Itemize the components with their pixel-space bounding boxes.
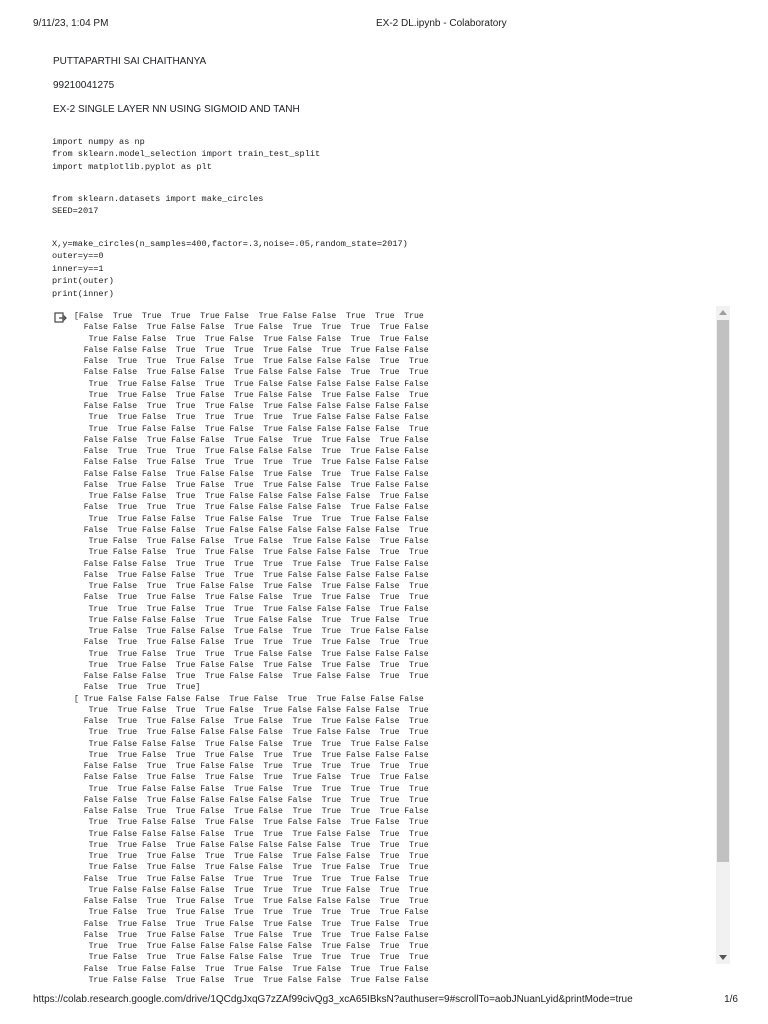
print-datetime: 9/11/23, 1:04 PM bbox=[33, 18, 109, 29]
author-id: 99210041275 bbox=[53, 80, 115, 91]
author-name: PUTTAPARTHI SAI CHAITHANYA bbox=[53, 56, 207, 67]
code-cell-make-circles[interactable]: X,y=make_circles(n_samples=400,factor=.3,noise=.05,random_state=2017) outer=y==0 inner=y==1 print(outer) print(inner) bbox=[52, 239, 408, 299]
output-arrow-icon[interactable] bbox=[54, 312, 68, 324]
scroll-down-arrow-icon[interactable] bbox=[719, 955, 727, 960]
print-url: https://colab.research.google.com/drive/1QCdgJxqG7zZAf99civQg3_xcA65IBksN?authuser=9#scrollTo=aobJNuanLyid&printMode=true bbox=[33, 994, 633, 1005]
code-cell-imports[interactable]: import numpy as np from sklearn.model_selection import train_test_split import matplotlib.pyplot as plt bbox=[52, 137, 321, 172]
scrollbar-thumb[interactable] bbox=[717, 320, 729, 862]
output-scrollbar[interactable] bbox=[716, 306, 730, 964]
print-footer bbox=[33, 994, 738, 1008]
text-cell bbox=[53, 56, 300, 128]
cell-output: [False True True True True False True False False True True True False False True False False True False True True True True False True False False True True False True False False True True False False False False True True True True False True True False False False True True True False True True False False False True True False False True False False True False False False True True True True True False False True True False False False False False False True True False True False True False False True False False True False False True True True False True False False False False False True True False True True True True True False False False False True True False False True False True False False False False True False False True False False True False True True False True False False True True True True False False False True True False False False False True False True True True True True False False False False False False True False False True False True True False False False True False True False True True False False True False False True False False True True False False False False False True False False True True True True False False False False True False False True True False False True False False True True True False False False True False False True False False False False False False True True False True False False True False True False False True False True False False True True False True False False False True True False False False True True True True True False True False False False True False False True True True False False False False False True False True True False False True False True False False True False True True False True False False True True False True True True True True False True True True False False False True False True False False False True True False False True True False True True False True False False True False True True True False False False True True False False True True True True False True True True True False True True True False False True False False False True True False True False False True False True False True True False False False True True False False True False False True True False True True True] [ True False False False False True False True True False False False True True False True True False True False False False False True False True True False False True False True True False False True True True True False False False False True False False True True True False False False True False False True True True False False True True False True True False True True True False False False False False True True False False True True True True True True False False True False True False True True False True True False True True False False False True False True True True True True False False True False False False False False True True True True False False True True False True False True True True True False True True False False True False True False False True False True True False False False False True True True False False True True True True False True False False False False False True True True True True True False True True False True False False True True True False True False True False False True True False True True False True True False False True True True True True False True True False False False False True True True True False True True False False True True False True True False False False True True True False True True False True True True True True True False False True False True True False True False True True False True False True True False False True False True True True False False True True True False False False False False True False True True True False True True False False False True True True True True False True False False True True False True False True True False True False False True False True True False False True False False bbox=[74, 312, 429, 985]
code-cell-dataset[interactable]: from sklearn.datasets import make_circles SEED=2017 bbox=[52, 194, 264, 217]
scroll-up-arrow-icon[interactable] bbox=[719, 310, 727, 315]
print-header bbox=[33, 18, 738, 32]
notebook-heading: EX-2 SINGLE LAYER NN USING SIGMOID AND TANH bbox=[53, 104, 300, 115]
print-page-number: 1/6 bbox=[724, 994, 738, 1005]
print-title: EX-2 DL.ipynb - Colaboratory bbox=[376, 18, 507, 29]
